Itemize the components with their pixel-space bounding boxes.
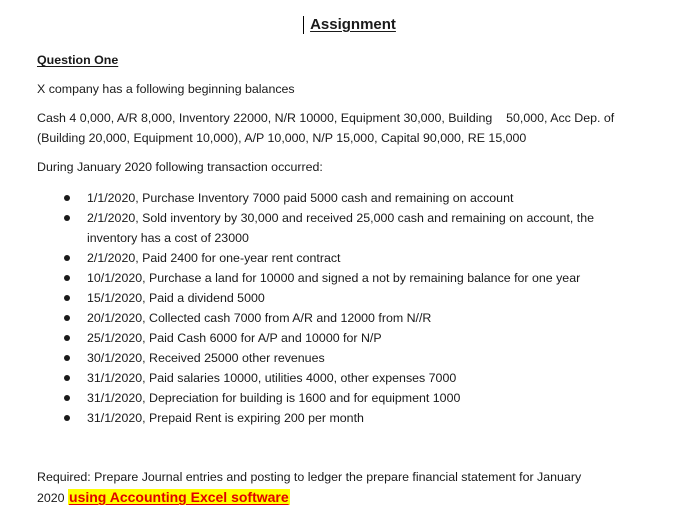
list-item bbox=[0, 308, 700, 328]
transaction-text: 31/1/2020, Prepaid Rent is expiring 200 per month bbox=[87, 411, 364, 425]
bullet-icon bbox=[64, 195, 70, 201]
transaction-list bbox=[0, 188, 700, 428]
transaction-text: 10/1/2020, Purchase a land for 10000 and signed a not by remaining balance for one year bbox=[87, 271, 581, 285]
list-item bbox=[0, 408, 700, 428]
transaction-text: 25/1/2020, Paid Cash 6000 for A/P and 10000 for N/P bbox=[87, 331, 382, 345]
required-line-2 bbox=[37, 487, 290, 508]
bullet-icon bbox=[64, 415, 70, 421]
bullet-icon bbox=[64, 395, 70, 401]
question-heading: Question One bbox=[37, 53, 119, 67]
bullet-icon bbox=[64, 375, 70, 381]
bullet-icon bbox=[64, 275, 70, 281]
bullet-icon bbox=[64, 255, 70, 261]
required-line-1: Required: Prepare Journal entries and posting to ledger the prepare financial statement for January bbox=[37, 470, 582, 484]
bullet-icon bbox=[64, 215, 70, 221]
list-item bbox=[0, 188, 700, 208]
transaction-text: 2/1/2020, Paid 2400 for one-year rent contract bbox=[87, 251, 341, 265]
transaction-text: 2/1/2020, Sold inventory by 30,000 and received 25,000 cash and remaining on account, the bbox=[87, 211, 594, 225]
bullet-icon bbox=[64, 335, 70, 341]
list-item bbox=[0, 268, 700, 288]
intro-paragraph: X company has a following beginning balances bbox=[37, 82, 295, 96]
document-title bbox=[0, 14, 700, 36]
list-item bbox=[0, 328, 700, 348]
transaction-text-continued: inventory has a cost of 23000 bbox=[87, 231, 249, 245]
transaction-text: 31/1/2020, Depreciation for building is 1600 and for equipment 1000 bbox=[87, 391, 461, 405]
balances-line-1: Cash 4 0,000, A/R 8,000, Inventory 22000, N/R 10000, Equipment 30,000, Building 50,000, Acc Dep. of bbox=[37, 111, 615, 125]
required-year: 2020 bbox=[37, 491, 65, 505]
list-item bbox=[0, 208, 700, 248]
bullet-icon bbox=[64, 355, 70, 361]
transaction-text: 1/1/2020, Purchase Inventory 7000 paid 5000 cash and remaining on account bbox=[87, 191, 514, 205]
balances-line-2: (Building 20,000, Equipment 10,000), A/P 10,000, N/P 15,000, Capital 90,000, RE 15,000 bbox=[37, 131, 527, 145]
bullet-icon bbox=[64, 295, 70, 301]
list-item bbox=[0, 348, 700, 368]
transaction-text: 20/1/2020, Collected cash 7000 from A/R and 12000 from N//R bbox=[87, 311, 432, 325]
bullet-icon bbox=[64, 315, 70, 321]
transaction-text: 30/1/2020, Received 25000 other revenues bbox=[87, 351, 325, 365]
transaction-text: 31/1/2020, Paid salaries 10000, utilities 4000, other expenses 7000 bbox=[87, 371, 457, 385]
highlighted-requirement: using Accounting Excel software bbox=[69, 489, 289, 505]
transaction-text: 15/1/2020, Paid a dividend 5000 bbox=[87, 291, 265, 305]
transactions-intro: During January 2020 following transaction occurred: bbox=[37, 160, 323, 174]
list-item bbox=[0, 248, 700, 268]
list-item bbox=[0, 288, 700, 308]
list-item bbox=[0, 388, 700, 408]
list-item bbox=[0, 368, 700, 388]
title-text: Assignment bbox=[310, 16, 396, 33]
